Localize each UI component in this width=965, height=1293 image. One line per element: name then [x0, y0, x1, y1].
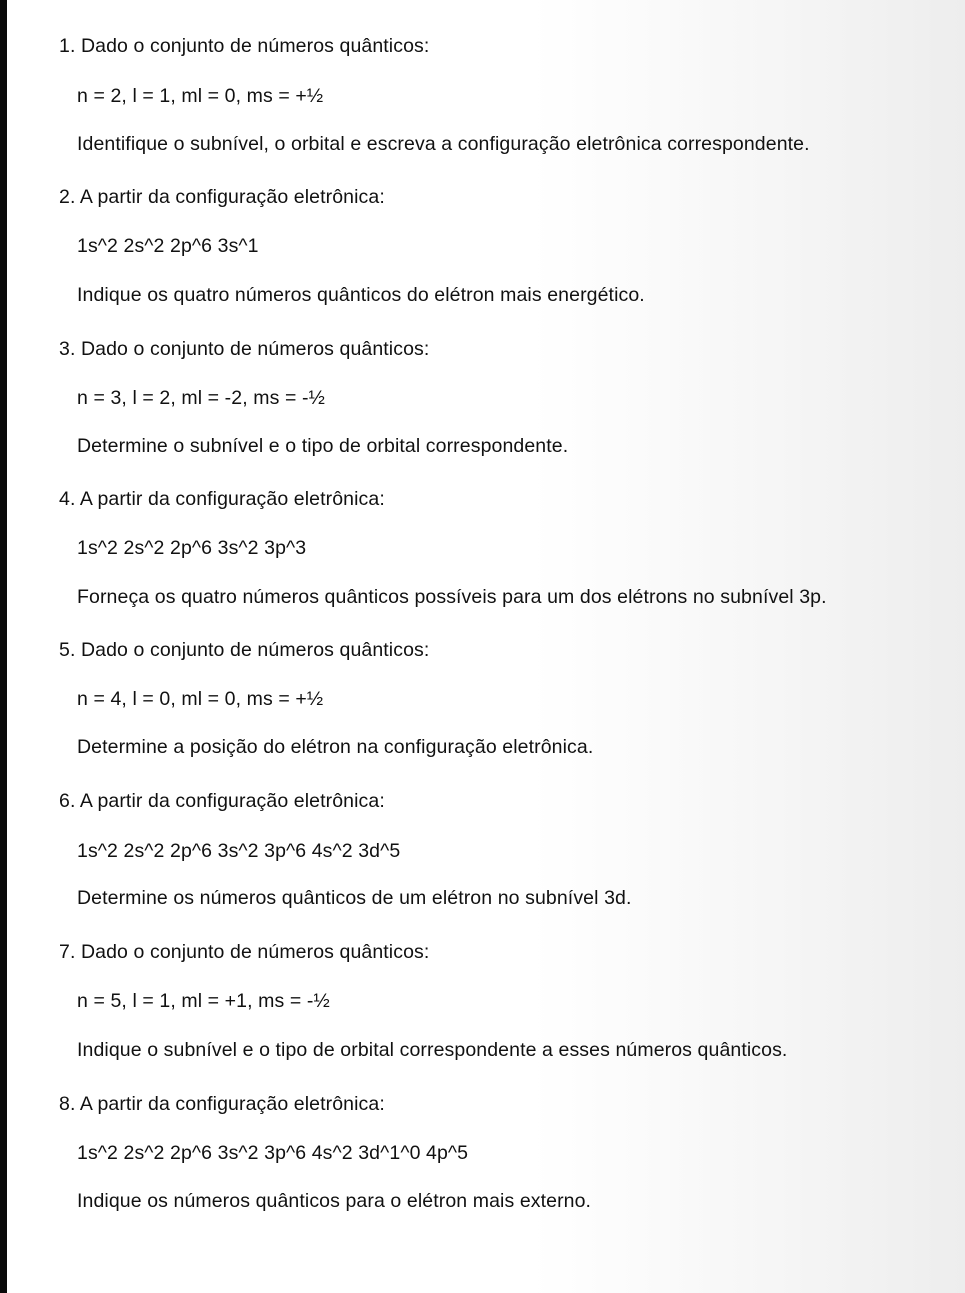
question-8-prompt: Indique os números quânticos para o elétron mais externo. [77, 1190, 592, 1212]
question-3-title: 3. Dado o conjunto de números quânticos: [59, 338, 430, 360]
question-7-quantum-numbers: n = 5, l = 1, ml = +1, ms = -½ [77, 990, 330, 1012]
question-7-title: 7. Dado o conjunto de números quânticos: [59, 941, 430, 963]
question-2-title: 2. A partir da configuração eletrônica: [59, 186, 385, 208]
question-7-prompt: Indique o subnível e o tipo de orbital correspondente a esses números quânticos. [77, 1039, 788, 1061]
question-2-configuration: 1s^2 2s^2 2p^6 3s^1 [77, 235, 259, 257]
question-6-prompt: Determine os números quânticos de um elétron no subnível 3d. [77, 887, 632, 909]
question-8-title: 8. A partir da configuração eletrônica: [59, 1093, 385, 1115]
question-5-quantum-numbers: n = 4, l = 0, ml = 0, ms = +½ [77, 688, 324, 710]
question-6-title: 6. A partir da configuração eletrônica: [59, 790, 385, 812]
question-4-title: 4. A partir da configuração eletrônica: [59, 488, 385, 510]
question-6-configuration: 1s^2 2s^2 2p^6 3s^2 3p^6 4s^2 3d^5 [77, 840, 401, 862]
question-5-title: 5. Dado o conjunto de números quânticos: [59, 639, 430, 661]
question-5-prompt: Determine a posição do elétron na configuração eletrônica. [77, 736, 594, 758]
question-4-prompt: Forneça os quatro números quânticos possíveis para um dos elétrons no subnível 3p. [77, 586, 827, 608]
question-3-prompt: Determine o subnível e o tipo de orbital correspondente. [77, 435, 569, 457]
question-3-quantum-numbers: n = 3, l = 2, ml = -2, ms = -½ [77, 387, 325, 409]
question-1-prompt: Identifique o subnível, o orbital e escreva a configuração eletrônica correspondente. [77, 133, 810, 155]
question-1-quantum-numbers: n = 2, l = 1, ml = 0, ms = +½ [77, 85, 324, 107]
question-1-title: 1. Dado o conjunto de números quânticos: [59, 35, 430, 57]
question-8-configuration: 1s^2 2s^2 2p^6 3s^2 3p^6 4s^2 3d^1^0 4p^5 [77, 1142, 469, 1164]
question-2-prompt: Indique os quatro números quânticos do elétron mais energético. [77, 284, 645, 306]
question-4-configuration: 1s^2 2s^2 2p^6 3s^2 3p^3 [77, 537, 307, 559]
